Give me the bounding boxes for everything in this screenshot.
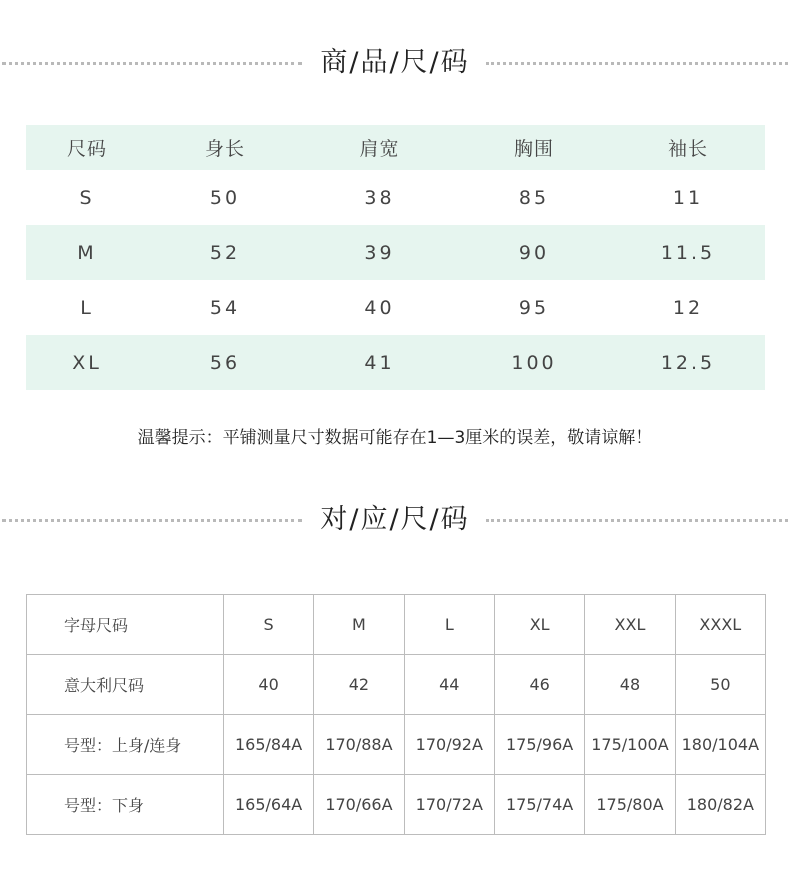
table-cell: 48	[585, 655, 675, 715]
table-cell: 170/72A	[404, 775, 494, 835]
header-cell: 肩宽	[302, 125, 457, 170]
table-row	[27, 715, 766, 775]
table-cell: 56	[148, 335, 302, 390]
section-header-size-conversion	[0, 500, 790, 540]
row-label: 号型：下身	[27, 775, 224, 835]
table-cell: 52	[148, 225, 302, 280]
table-cell: 170/92A	[404, 715, 494, 775]
table-row	[26, 225, 765, 280]
table-cell: 170/66A	[314, 775, 404, 835]
table-cell: XL	[494, 595, 584, 655]
table-cell: 180/104A	[675, 715, 765, 775]
size-conversion-table	[26, 594, 766, 835]
table-cell: S	[223, 595, 313, 655]
table-cell: XL	[26, 335, 148, 390]
row-label: 意大利尺码	[27, 655, 224, 715]
section-title: 对/应/尺/码	[320, 504, 470, 535]
table-cell: 165/84A	[223, 715, 313, 775]
table-cell: 180/82A	[675, 775, 765, 835]
table-cell: XXXL	[675, 595, 765, 655]
table-header-row	[26, 125, 765, 170]
table-cell: 12.5	[611, 335, 765, 390]
dotted-divider-right	[486, 519, 788, 522]
header-cell: 袖长	[611, 125, 765, 170]
table-row	[26, 170, 765, 225]
table-cell: 46	[494, 655, 584, 715]
table-cell: S	[79, 186, 95, 209]
table-cell: 11	[672, 186, 704, 209]
header-cell: 尺码	[26, 125, 148, 170]
table-cell: 100	[457, 335, 611, 390]
header-cell: 胸围	[457, 125, 611, 170]
table-cell: 12	[672, 296, 704, 319]
table-cell: 42	[314, 655, 404, 715]
table-row	[27, 595, 766, 655]
table-cell: M	[314, 595, 404, 655]
section-header-product-size	[0, 43, 790, 83]
measurement-note: 温馨提示：平铺测量尺寸数据可能存在1—3厘米的误差，敬请谅解！	[137, 428, 653, 448]
row-label: 字母尺码	[27, 595, 224, 655]
dotted-divider-right	[486, 62, 788, 65]
table-cell: L	[404, 595, 494, 655]
table-cell: 44	[404, 655, 494, 715]
table-cell: 54	[209, 296, 241, 319]
table-row	[27, 775, 766, 835]
table-cell: 175/80A	[585, 775, 675, 835]
table-cell: 175/96A	[494, 715, 584, 775]
table-cell: 41	[302, 335, 457, 390]
table-cell: 40	[223, 655, 313, 715]
table-cell: L	[80, 296, 94, 319]
section-title: 商/品/尺/码	[320, 47, 470, 78]
table-cell: M	[26, 225, 148, 280]
row-label: 号型：上身/连身	[27, 715, 224, 775]
table-cell: 39	[302, 225, 457, 280]
table-cell: 175/74A	[494, 775, 584, 835]
size-measurement-table	[26, 125, 765, 390]
table-cell: 85	[518, 186, 550, 209]
table-row	[26, 280, 765, 335]
table-row	[26, 335, 765, 390]
table-cell: 95	[518, 296, 550, 319]
table-row	[27, 655, 766, 715]
table-cell: 90	[457, 225, 611, 280]
table-cell: 38	[364, 186, 395, 209]
table-cell: XXL	[585, 595, 675, 655]
table-cell: 175/100A	[585, 715, 675, 775]
table-cell: 50	[675, 655, 765, 715]
header-cell: 身长	[148, 125, 302, 170]
table-cell: 40	[364, 296, 395, 319]
table-cell: 11.5	[611, 225, 765, 280]
table-cell: 50	[209, 186, 241, 209]
table-cell: 170/88A	[314, 715, 404, 775]
table-cell: 165/64A	[223, 775, 313, 835]
